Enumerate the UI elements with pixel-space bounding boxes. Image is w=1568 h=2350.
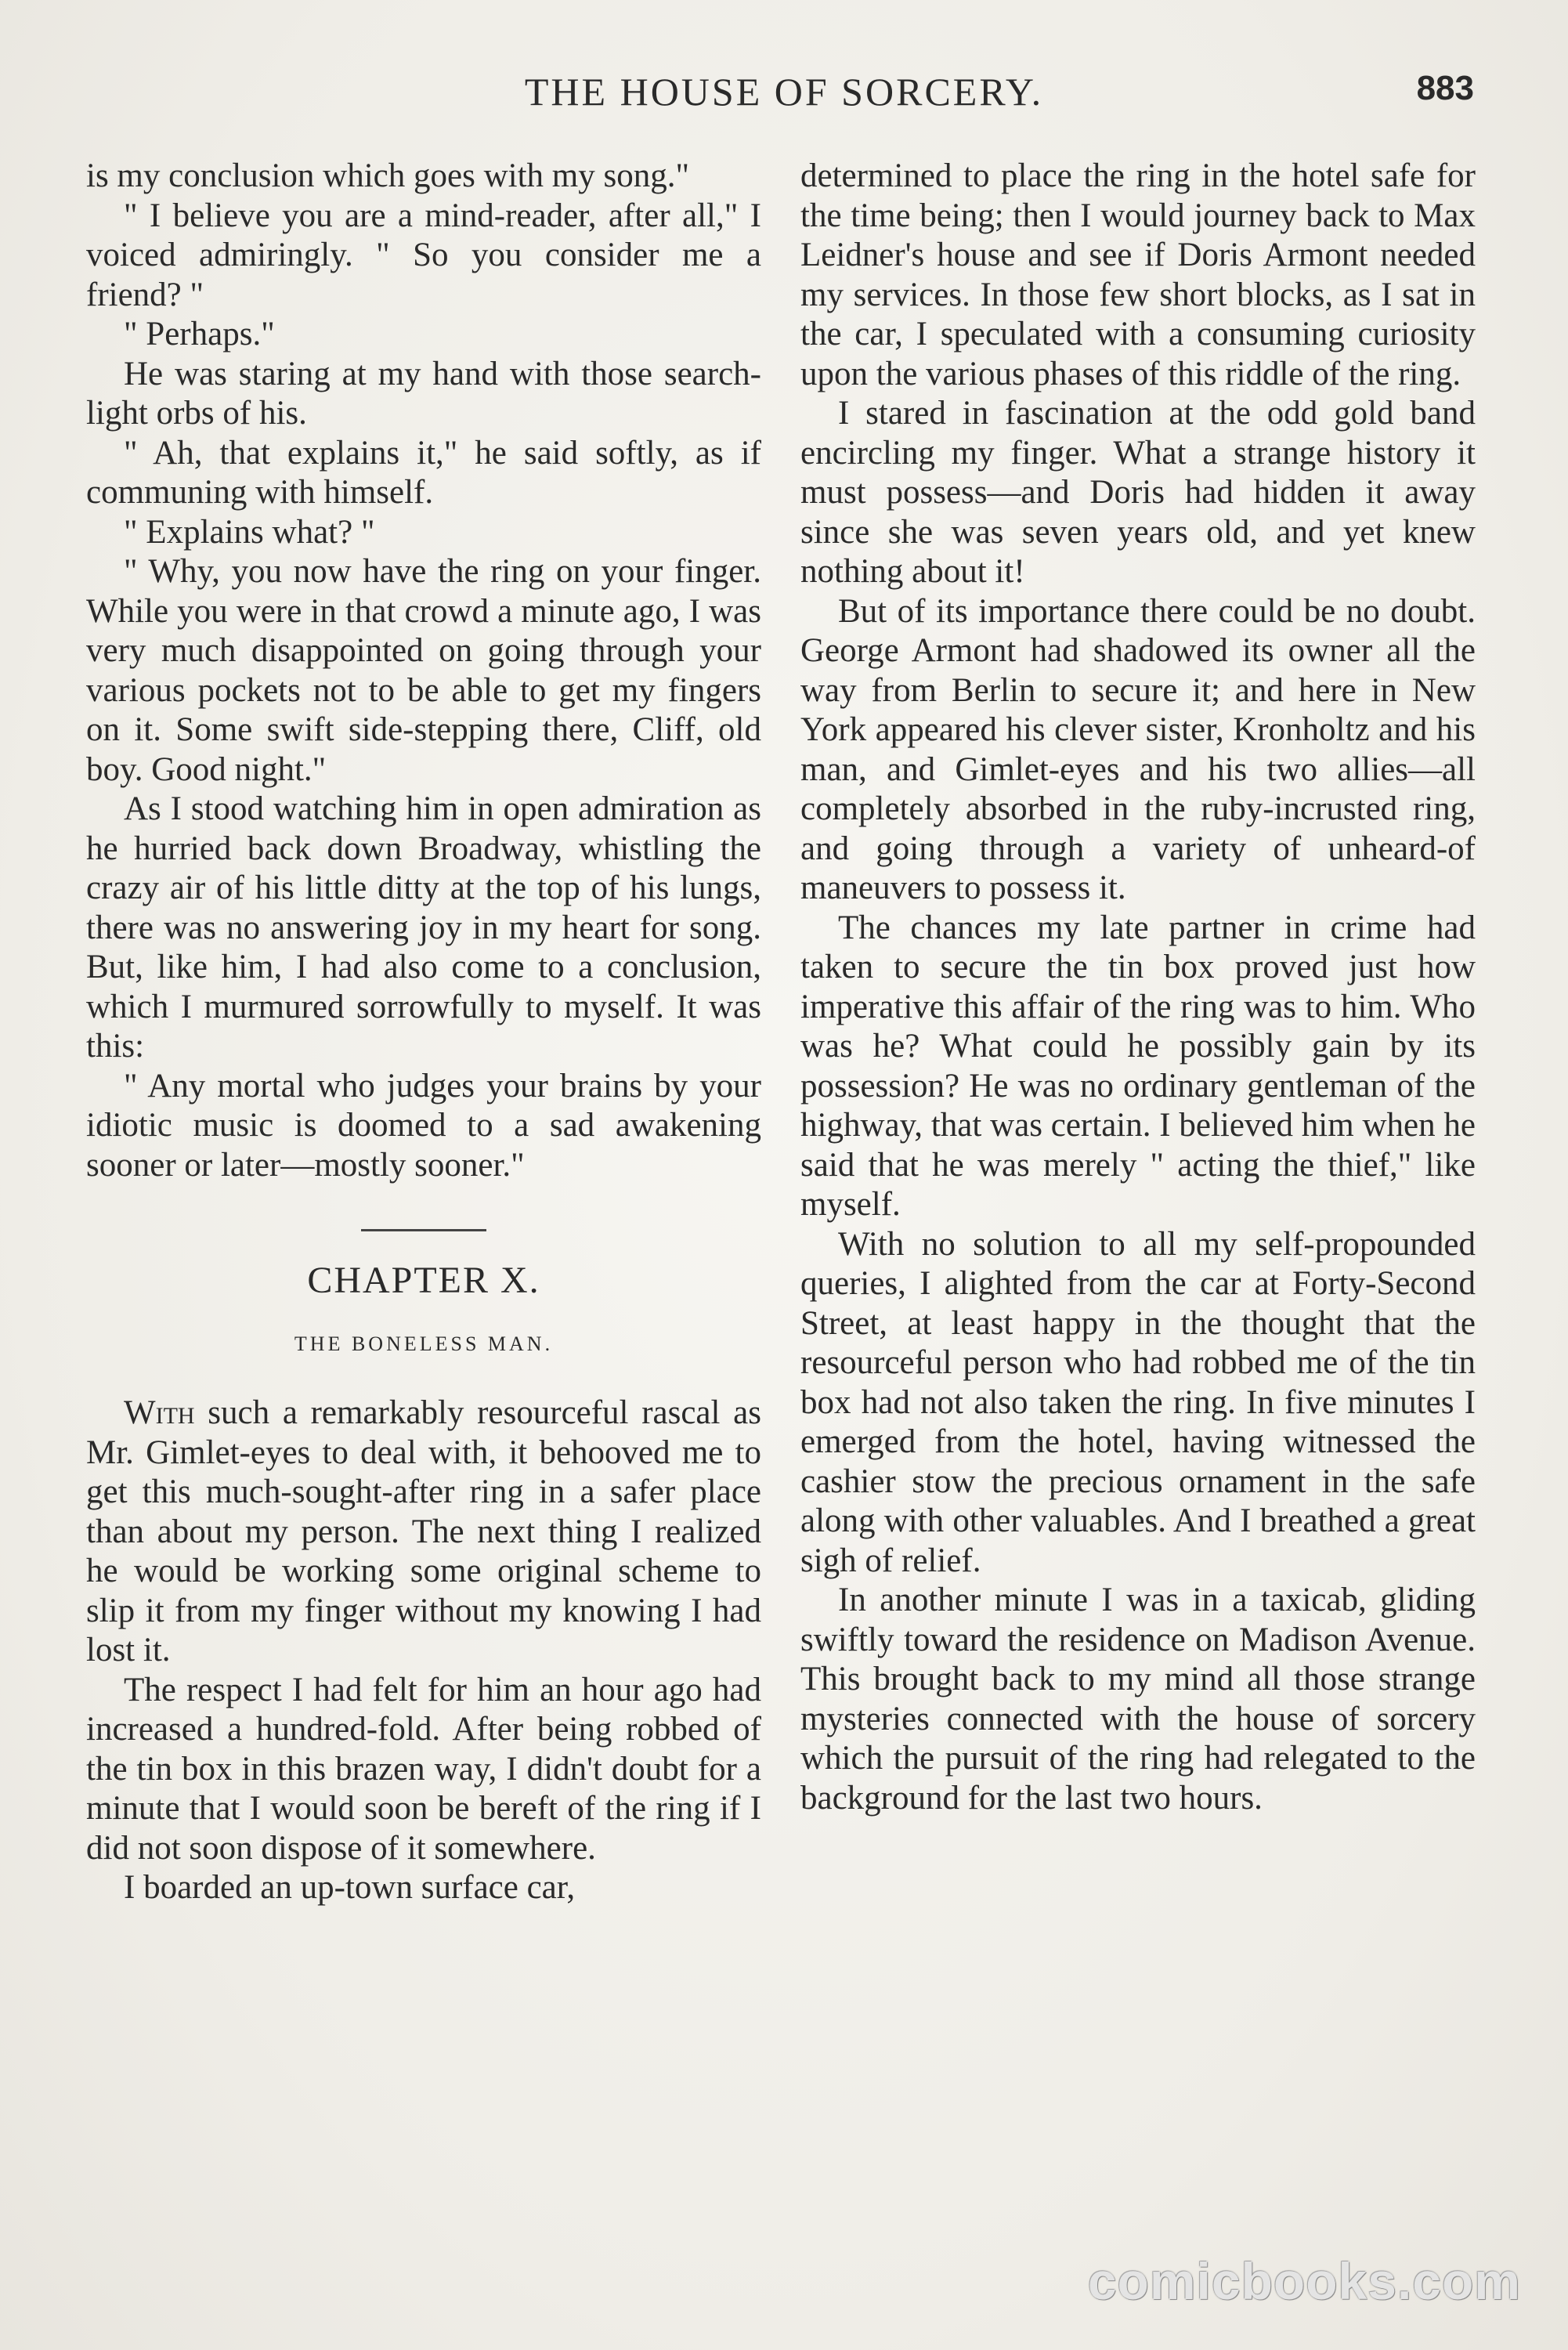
- paragraph: " Perhaps.": [124, 316, 275, 352]
- chapter-subtitle: THE BONELESS MAN.: [294, 1332, 554, 1355]
- paragraph-text: such a remarkably resourceful rascal as Mr. Gimlet-eyes to deal with, it behooved me to get this much-sought-after ring in a safer place than about my person. The next thing I realized he would be working some original scheme to slip it from my finger without my knowing I had lost it.: [86, 1394, 761, 1668]
- paragraph: I stared in fascination at the odd gold band encircling my finger. What a strange history it must possess—and Doris had hidden it away since she was seven years old, and yet knew nothing about it!: [800, 395, 1476, 590]
- paragraph: As I stood watching him in open admiration as he hurried back down Broadway, whistling the crazy air of his little ditty at the top of his lungs, there was no answering joy in my heart for song. But, like him, I had also come to a conclusion, which I murmured sorrowfully to myself. It was this:: [86, 790, 761, 1065]
- paragraph: is my conclusion which goes with my song.": [86, 157, 690, 194]
- paragraph: [86, 1394, 761, 1671]
- paragraph: determined to place the ring in the hotel safe for the time being; then I would journey back to Max Leidner's house and see if Doris Armont needed my services. In those few short blocks, as I sat in the car, I speculated with a consuming curiosity upon the various phases of this riddle of the ring.: [800, 157, 1476, 392]
- paragraph: He was staring at my hand with those search-light orbs of his.: [86, 355, 761, 432]
- paragraph: But of its importance there could be no doubt. George Armont had shadowed its owner all the way from Berlin to secure it; and here in New York appeared his clever sister, Kronholtz and his man, and Gimlet-eyes and his two allies—all completely absorbed in the ruby-incrusted ring, and going through a variety of unheard-of maneuvers to possess it.: [800, 592, 1476, 906]
- paragraph: " Ah, that explains it," he said softly, as if communing with himself.: [86, 434, 761, 511]
- page-number: 883: [1416, 69, 1474, 107]
- section-divider: [361, 1229, 486, 1231]
- paragraph: " Why, you now have the ring on your finger. While you were in that crowd a minute ago, I was very much disappointed on going through your various pockets not to be able to get my fingers on it. Some swift side-stepping there, Cliff, old boy. Good night.": [86, 553, 761, 788]
- chapter-title: CHAPTER X.: [307, 1260, 540, 1301]
- paragraph: With no solution to all my self-propounded queries, I alighted from the car at Forty-Second Street, at least happy in the thought that the resourceful person who had robbed me of the tin box had not also taken the ring. In five minutes I emerged from the hotel, having witnessed the cashier stow the precious ornament in the safe along with other valuables. And I breathed a great sigh of relief.: [800, 1225, 1476, 1579]
- paragraph: The chances my late partner in crime had taken to secure the tin box proved just how imperative this affair of the ring was to him. Who was he? What could he possibly gain by its possession? He was no ordinary gentleman of the highway, that was certain. I believed him when he said that he was merely " acting the thief," like myself.: [800, 909, 1476, 1223]
- paragraph: " Any mortal who judges your brains by your idiotic music is doomed to a sad awakening sooner or later—mostly sooner.": [86, 1067, 761, 1184]
- running-head: [0, 69, 1568, 124]
- paragraph: I boarded an up-town surface car,: [124, 1869, 576, 1906]
- right-column: [800, 157, 1476, 1818]
- paragraph: " Explains what? ": [124, 513, 375, 551]
- watermark: comicbooks.com: [1087, 2252, 1521, 2310]
- left-column: [86, 157, 761, 1908]
- paragraph: " I believe you are a mind-reader, after all," I voiced admiringly. " So you consider me a friend? ": [86, 197, 761, 313]
- paragraph: In another minute I was in a taxicab, gliding swiftly toward the residence on Madison Avenue. This brought back to my mind all those strange mysteries connected with the house of sorcery which the pursuit of the ring had relegated to the background for the last two hours.: [800, 1582, 1476, 1817]
- paragraph: The respect I had felt for him an hour ago had increased a hundred-fold. After being robbed of the tin box in this brazen way, I didn't doubt for a minute that I would soon be bereft of the ring if I did not soon dispose of it somewhere.: [86, 1671, 761, 1867]
- running-title: THE HOUSE OF SORCERY.: [524, 70, 1044, 114]
- lead-word: With: [124, 1394, 195, 1431]
